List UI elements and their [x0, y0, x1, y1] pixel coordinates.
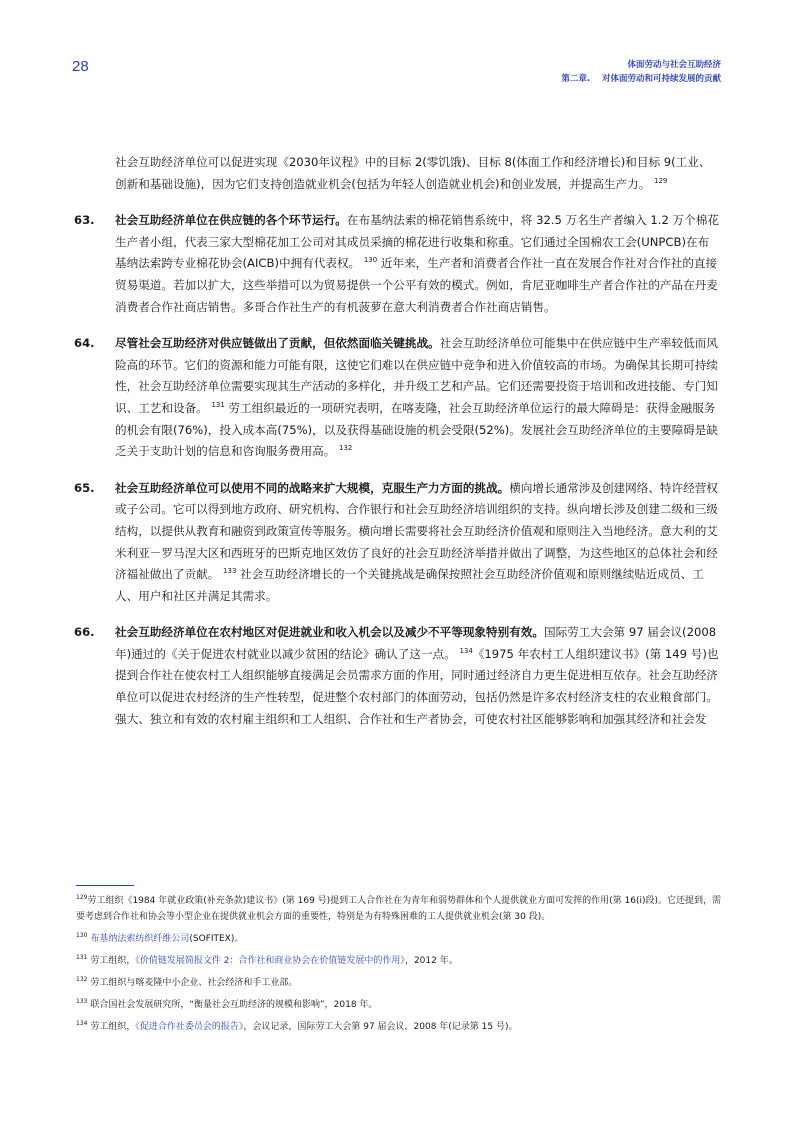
paragraph-lead: 社会互助经济单位可以使用不同的战略来扩大规模，克服生产力方面的挑战。 [115, 480, 510, 495]
paragraph-lead: 社会互助经济单位在供应链的各个环节运行。 [115, 213, 347, 228]
footnote-ref[interactable]: 131 [211, 400, 225, 409]
footnote-divider [76, 885, 134, 886]
footnote-133: $^{133}$ 联合国社会发展研究所，“衡量社会互助经济的规模和影响”，2018 年。 [76, 998, 378, 1010]
footnote-130: $^{130}$ 布基纳法索纺织纤维公司(SOFITEX)。 [76, 932, 244, 944]
running-header [561, 58, 721, 86]
page-number: 28 [72, 58, 89, 75]
footnote-132: $^{132}$ 劳工组织与喀麦隆中小企业、社会经济和手工业部。 [76, 976, 298, 988]
footnote-ref[interactable]: 129 [653, 176, 668, 185]
main-body [74, 152, 720, 745]
footnote-link[interactable]: 《促进合作社委员会的报告》 [135, 1022, 244, 1032]
footnote-ref[interactable]: 134 [459, 646, 473, 655]
footnote-link[interactable]: 《价值链发展简报文件 2：合作社和商业协会在价值链发展中的作用》 [135, 956, 405, 966]
footnote-129: $^{129}$劳工组织《1984 年就业政策(补充条款)建议书》(第 169 号)提到工人合作社在为青年和弱势群体和个人提供就业方面可发挥的作用(第 16(i)段)。它还提到，需要考虑到合作社和协会等小型企业在提供就业机会方面的重要性，特别是为有特殊困难的工人提供就业机会(第 30 段)。 [76, 894, 722, 922]
paragraph-65: 65. 社会互助经济单位可以使用不同的战略来扩大规模，克服生产力方面的挑战。横向增长通常涉及创建网络、特许经营权或子公司。它可以得到地方政府、研究机构、合作银行和社会互助经济培训组织的支持。纵向增长涉及创建二级和三级结构，以提供从教育和融资到政策宣传等服务。横向增长需要将社会互助经济价值观和原则注入当地经济。意大利的艾米利亚－罗马涅大区和西班牙的巴斯克地区效仿了良好的社会互助经济举措并做出了调整，为这些地区的总体社会和经济福祉做出了贡献。 $^{133}$ 社会互助经济增长的一个关键挑战是确保按照社会互助经济价值观和原则继续贴近成员、工人、用户和社区并满足其需求。 [74, 478, 720, 608]
intro-paragraph: 社会互助经济单位可以促进实现《2030年议程》中的目标 2(零饥饿)、目标 8(体面工作和经济增长)和目标 9(工业、创新和基础设施)，因为它们支持创造就业机会(包括为年轻人创造就业机会)和创业发展，并提高生产力。 $^{129}$ [115, 155, 711, 191]
footnote-ref[interactable]: 130 [363, 256, 378, 265]
paragraph-number: 64. [74, 336, 95, 351]
header-chapter: 第二章. 对体面劳动和可持续发展的贡献 [561, 74, 721, 84]
footnote-131: $^{131}$ 劳工组织，《价值链发展简报文件 2：合作社和商业协会在价值链发展中的作用》，2012 年。 [76, 954, 458, 966]
footnote-link[interactable]: 布基纳法索纺织纤维公司 [90, 934, 190, 944]
footnotes [76, 893, 722, 1041]
paragraph-66: 66. 社会互助经济单位在农村地区对促进就业和收入机会以及减少不平等现象特别有效。国际劳工大会第 97 届会议(2008 年)通过的《关于促进农村就业以减少贫困的结论》确认了这一点。 $^{134}$《1975 年农村工人组织建议书》(第 149 号)也提到合作社在使农村工人组织能够直接满足会员需求方面的作用，同时通过经济自力更生促进相互依存。社会互助经济单位可以促进农村经济的生产性转型，促进整个农村部门的体面劳动，包括仍然是许多农村经济支柱的农业粮食部门。强大、独立和有效的农村雇主组织和工人组织、合作社和生产者协会，可使农村社区能够影响和加强其经济和社会发 [74, 622, 720, 730]
footnote-134: $^{134}$ 劳工组织，《促进合作社委员会的报告》，会议记录，国际劳工大会第 97 届会议，2008 年(记录第 15 号)。 [76, 1020, 518, 1032]
paragraph-number: 65. [74, 480, 95, 495]
footnote-ref[interactable]: 132 [338, 444, 353, 453]
footnote-ref[interactable]: 133 [223, 567, 237, 576]
paragraph-63: 63. 社会互助经济单位在供应链的各个环节运行。在布基纳法索的棉花销售系统中，将 32.5 万名生产者编入 1.2 万个棉花生产者小组，代表三家大型棉花加工公司对其成员采摘的棉花进行收集和称重。它们通过全国棉农工会(UNPCB)在布基纳法索跨专业棉花协会(AICB)中拥有代表权。 $^{130}$ 近年来，生产者和消费者合作社一直在发展合作社对合作社的直接贸易渠道。若加以扩大，这些举措可以为贸易提供一个公平有效的模式。例如，肯尼亚咖啡生产者合作社的产品在丹麦消费者合作社商店销售。多哥合作社生产的有机菠萝在意大利消费者合作社商店销售。 [74, 210, 720, 318]
paragraph-64: 64. 尽管社会互助经济对供应链做出了贡献，但依然面临关键挑战。社会互助经济单位可能集中在供应链中生产率较低而风险高的环节。它们的资源和能力可能有限，这使它们难以在供应链中竞争和进入价值较高的市场。为确保其长期可持续性，社会互助经济单位需要实现其生产活动的多样化，并升级工艺和产品。它们还需要投资于培训和改进技能、专门知识、工艺和设备。 $^{131}$ 劳工组织最近的一项研究表明，在喀麦隆，社会互助经济单位运行的最大障碍是：获得金融服务的机会有限(76%)，投入成本高(75%)，以及获得基础设施的机会受限(52%)。发展社会互助经济单位的主要障碍是缺乏关于支助计划的信息和咨询服务费用高。 $^{132}$ [74, 333, 720, 463]
header-title: 体面劳动与社会互助经济 [627, 60, 721, 70]
paragraph-number: 63. [74, 213, 95, 228]
paragraph-lead: 尽管社会互助经济对供应链做出了贡献，但依然面临关键挑战。 [115, 336, 440, 351]
paragraph-number: 66. [74, 625, 95, 640]
paragraph-lead: 社会互助经济单位在农村地区对促进就业和收入机会以及减少不平等现象特别有效。 [115, 625, 544, 640]
